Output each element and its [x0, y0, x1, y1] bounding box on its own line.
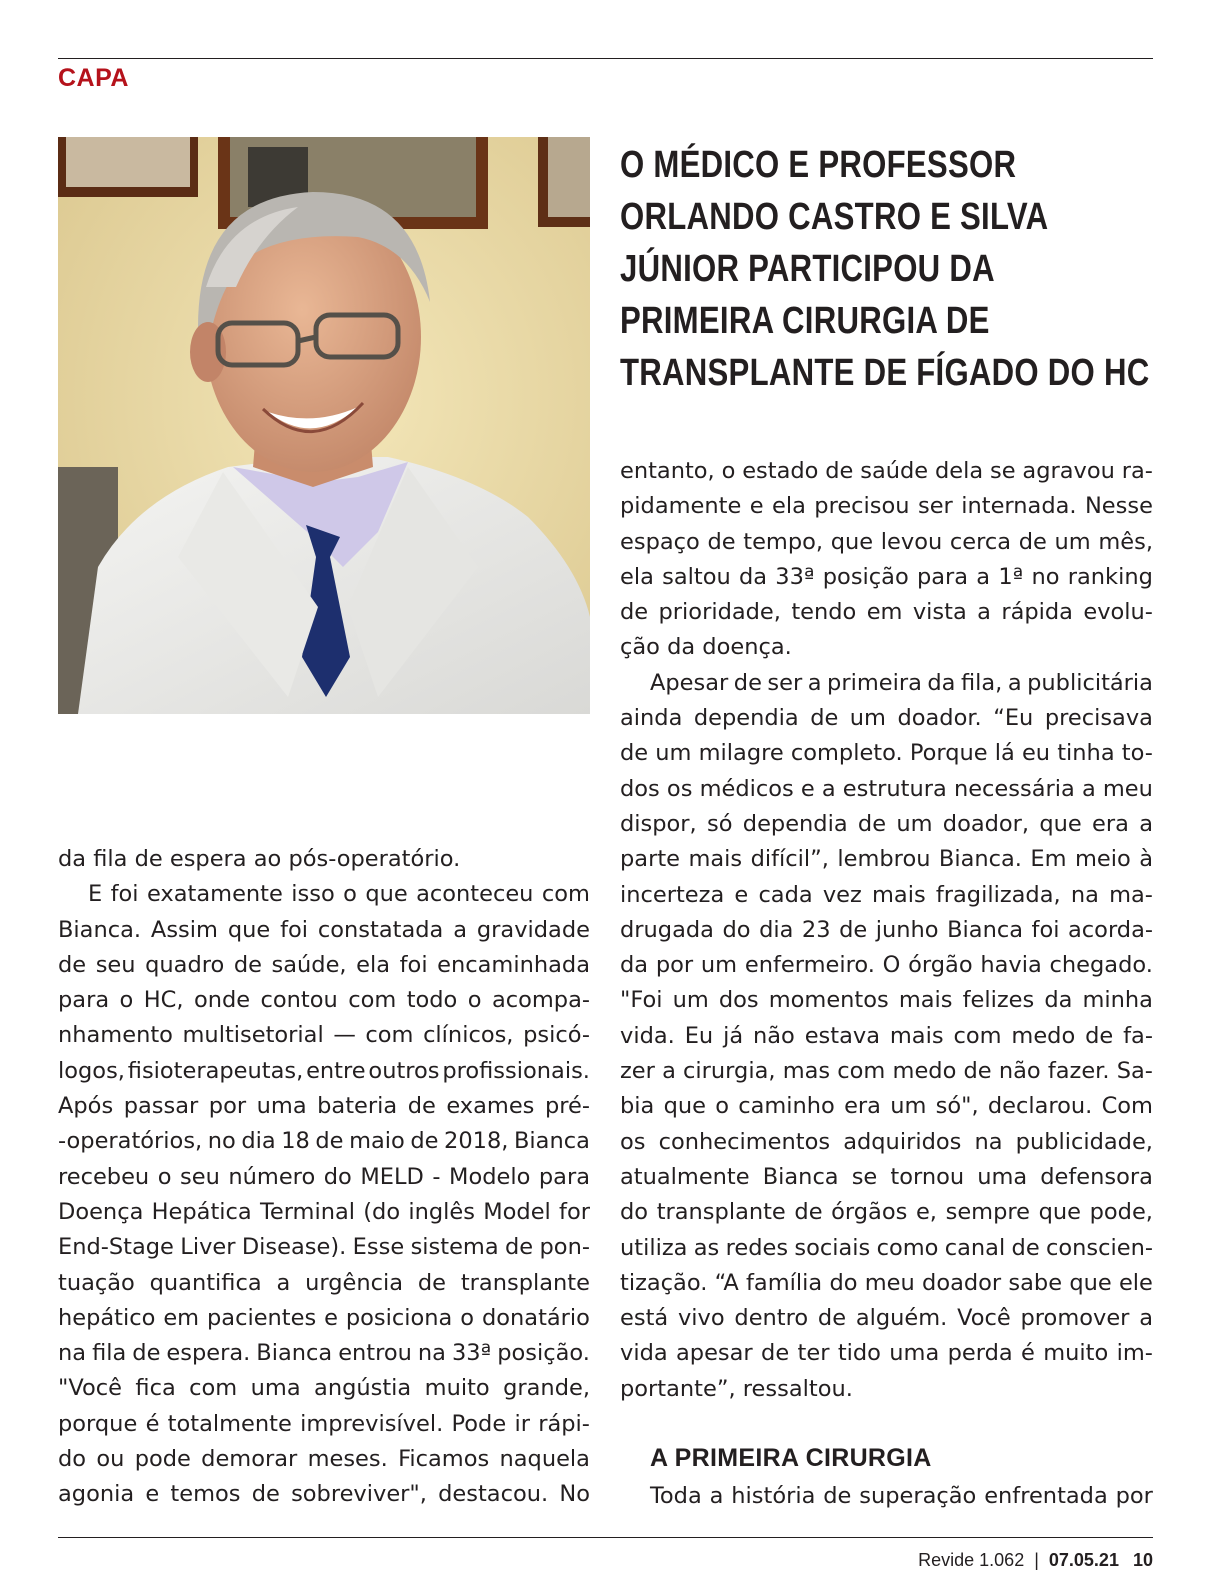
text-line: vida apesar de ter tido uma perda é muito im- — [620, 1340, 1153, 1367]
text-line: ela saltou da 33ª posição para a 1ª no ranking — [620, 563, 1153, 590]
text-line: -operatórios, no dia 18 de maio de 2018, Bianca — [58, 1128, 590, 1155]
text-line: atualmente Bianca se tornou uma defensora — [620, 1163, 1153, 1190]
text-line: ção da doença. — [620, 634, 792, 661]
text-line: Doença Hepática Terminal (do inglês Model for — [58, 1198, 590, 1225]
headline-line: TRANSPLANTE DE FÍGADO DO HC — [620, 352, 1150, 394]
text-line: os conhecimentos adquiridos na publicidade, — [620, 1128, 1153, 1155]
text-line: tização. “A família do meu doador sabe que ele — [620, 1269, 1153, 1296]
publication-name: Revide 1.062 — [918, 1550, 1025, 1570]
right-column-continuation — [620, 1479, 1153, 1514]
text-line: hepático em pacientes e posiciona o donatário — [58, 1304, 590, 1331]
text-line: da por um enfermeiro. O órgão havia chegado. — [620, 952, 1153, 979]
headline-line: JÚNIOR PARTICIPOU DA — [620, 248, 995, 290]
text-line: na fila de espera. Bianca entrou na 33ª posição. — [58, 1340, 590, 1367]
text-line: Apesar de ser a primeira da fila, a publicitária — [650, 669, 1153, 696]
text-line: está vivo dentro de alguém. Você promover a — [620, 1305, 1153, 1332]
text-line: Após passar por uma bateria de exames pré- — [58, 1093, 590, 1120]
headline — [620, 139, 1150, 399]
text-line: de um milagre completo. Porque lá eu tinha to- — [620, 740, 1153, 767]
text-line: para o HC, onde contou com todo o acompa- — [58, 987, 590, 1014]
text-line: Bianca. Assim que foi constatada a gravidade — [58, 916, 590, 943]
headline-line: ORLANDO CASTRO E SILVA — [620, 196, 1049, 238]
text-line: do transplante de órgãos e, sempre que pode, — [620, 1199, 1153, 1226]
text-line: porque é totalmente imprevisível. Pode ir rápi- — [58, 1410, 590, 1437]
text-line: Toda a história de superação enfrentada por — [650, 1483, 1153, 1509]
text-line: de prioridade, tendo em vista a rápida evolu- — [620, 599, 1153, 626]
headline-line: PRIMEIRA CIRURGIA DE — [620, 300, 990, 342]
right-column — [620, 454, 1153, 1407]
text-line: dispor, só dependia de um doador, que era a — [620, 810, 1153, 837]
text-line: drugada do dia 23 de junho Bianca foi acorda- — [620, 916, 1153, 943]
text-line: espaço de tempo, que levou cerca de um mês, — [620, 528, 1153, 555]
text-line: recebeu o seu número do MELD - Modelo para — [58, 1163, 590, 1190]
text-line: pidamente e ela precisou ser internada. Nesse — [620, 493, 1153, 520]
text-line: do ou pode demorar meses. Ficamos naquela — [58, 1446, 590, 1473]
text-line: da fila de espera ao pós-operatório. — [58, 846, 461, 872]
page-footer — [918, 1550, 1153, 1571]
headline-line: O MÉDICO E PROFESSOR — [620, 144, 1017, 186]
text-line: entanto, o estado de saúde dela se agravou ra- — [620, 458, 1153, 484]
text-line: tuação quantifica a urgência de transplante — [58, 1269, 590, 1296]
text-line: vida. Eu já não estava mais com medo de fa- — [620, 1022, 1153, 1049]
subheading: A PRIMEIRA CIRURGIA — [650, 1444, 932, 1472]
text-line: incerteza e cada vez mais fragilizada, na ma- — [620, 881, 1153, 908]
text-line: parte mais difícil”, lembrou Bianca. Em meio à — [620, 846, 1153, 873]
text-line: de seu quadro de saúde, ela foi encaminhada — [58, 951, 590, 978]
text-line: utiliza as redes sociais como canal de conscien- — [620, 1234, 1153, 1261]
top-rule — [58, 58, 1153, 59]
text-line: agonia e temos de sobreviver", destacou. No — [58, 1481, 590, 1508]
footer-separator: | — [1034, 1550, 1039, 1570]
doctor-photo — [58, 137, 590, 714]
text-line: ainda dependia de um doador. “Eu precisava — [620, 705, 1153, 732]
bottom-rule — [58, 1537, 1153, 1538]
text-line: nhamento multisetorial — com clínicos, psicó- — [58, 1022, 590, 1049]
issue-date: 07.05.21 — [1048, 1550, 1119, 1570]
left-column — [58, 842, 590, 1513]
text-line: End-Stage Liver Disease). Esse sistema de pon- — [58, 1234, 590, 1261]
text-line: bia que o caminho era um só", declarou. Com — [620, 1093, 1153, 1120]
text-line: "Foi um dos momentos mais felizes da minha — [620, 987, 1153, 1014]
page-number: 10 — [1132, 1550, 1153, 1570]
text-line: zer a cirurgia, mas com medo de não fazer. Sa- — [620, 1058, 1153, 1085]
text-line: portante”, ressaltou. — [620, 1375, 853, 1402]
text-line: logos, fisioterapeutas, entre outros profissionais. — [58, 1057, 590, 1084]
text-line: dos os médicos e a estrutura necessária a meu — [620, 775, 1153, 802]
text-line: E foi exatamente isso o que aconteceu com — [88, 881, 590, 908]
text-line: "Você fica com uma angústia muito grande, — [58, 1375, 590, 1402]
section-label: CAPA — [58, 64, 129, 92]
